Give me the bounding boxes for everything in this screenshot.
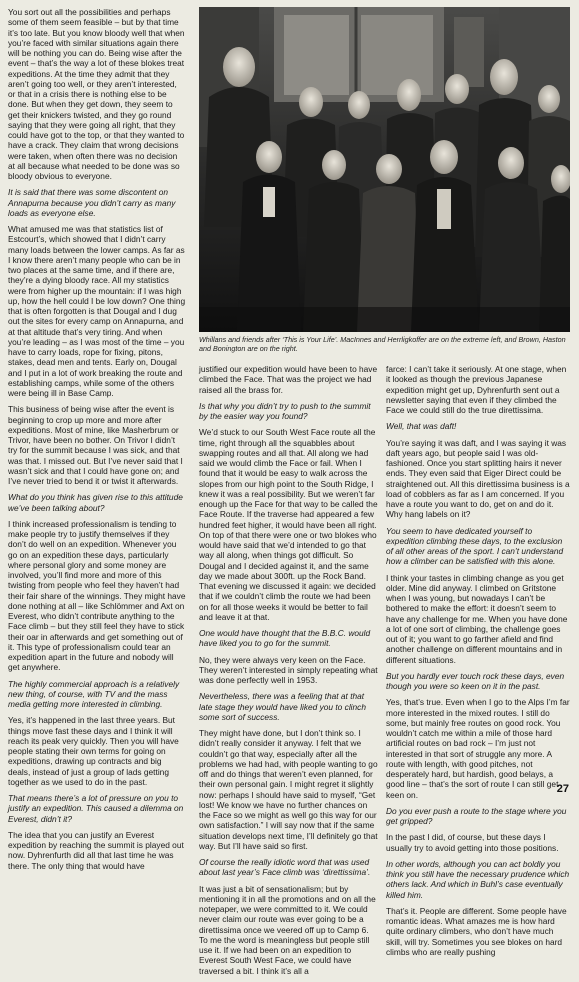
interview-answer: You’re saying it was daft, and I was saying it was daft years ago, but people said I was old-fashioned. Once you start splitting hairs it never ends. They even said that Eiger Direct could be straightened out. All this direttissima business is a load of cobblers as far as I am concerned. If you have a route you want to do, get on and do it. Why hang labels on it? [386,437,570,520]
middle-text-column [199,364,379,982]
interview-answer: That’s it. People are different. Some people have romantic ideas. What amazes me is how hard quite ordinary climbers, who don’t have much skill, will try. Sometimes you see blokes on hard climbs who are really pushing [386,905,567,957]
page-number: 27 [556,783,569,795]
interview-question: In other words, although you can act boldly you think you still have the necessary prudence which others lack. And which in Buhl’s case eventually killed him. [386,858,570,900]
interview-question: One would have thought that the B.B.C. would have liked you to go for the summit. [199,628,371,649]
interview-answer: farce: I can’t take it seriously. At one stage, when it looked as though the previous Japanese expedition might get up, Dyhrenfurth sent out a newsletter saying that even if they climbed the Face we could still do the true direttissima. [386,364,567,415]
interview-answer: No, they were always very keen on the Face. They weren’t interested in simply repeating what was done perfectly well in 1953. [199,654,378,685]
interview-answer: What amused me was that statistics list of Estcourt’s, which showed that I didn’t carry many loads between the lower camps. As far as I know there aren’t many people who can be in two places at the same time, and if there are, they’re a dying bloody race. All my statistics were from higher up the mountain: if I was high up, how the hell could I be low down? One thing that is often forgotten is that Dougal and I dug out the sites for every camp on Annapurna, and at that altitude that’s very tiring. And when you’re leading – as I was most of the time – you have to carry loads, rope for fixing, pitons, stakes, dead men and tents. Early on, Dougal and I put in a lot of work breaking the route and establishing camps, while some of the others were being ill in Base Camp. [8,224,186,398]
interview-answer: We’d stuck to our South West Face route all the time, right through all the squabbles about swapping routes and all that. All along we had said we would climb the Face or fail. When I found that it would be easy to walk across the slopes from our high point to the South Ridge, I knew it was a real possibility. But we weren’t far enough up the Face for that way to be called the Face Route. If the traverse had appeared a few hundred feet higher, it would have been all right. On top of that there were one or two blokes who would have said that we’d intended to go that way all along, when things got difficult. So Dougal and I decided against it, and the same day we made about 300ft. up the Rock Band. That evening we discussed it again: we decided that if we couldn’t climb the route we had been on for all those weeks it would be better to fail and leave it at that. [199,427,378,622]
interview-answer: It was just a bit of sensationalism; but by mentioning it in all the promotions and on all the notepaper, we were committed to it. We could never claim our route was ever going to be a direttissima once we veered off up to Camp 6. To me the word is meaningless but people still use it. If we had been on an expedition to Everest South West Face, we could have traversed a bit. I think it’s all a [199,883,376,976]
interview-question: Of course the really idiotic word that was used about last year’s Face climb was ‘direttissima’. [199,857,371,878]
interview-answer: You sort out all the possibilities and perhaps some of them seem feasible – but by that time it’s too late. But you know bloody well that when you’re faced with similar situations again there will be nothing you can do. Being wise after the event – that’s the way a lot of these blokes treat expeditions. At the time they admit that they aren’t going too well, or they aren’t interested, or that in a crisis there is nothing else to be done. But when they get down, they seem to get their knickers twisted, and they go round saying that they were going all right, that they could have got to the top, or that they wanted to have a crack. They claim that wrong decisions were taken, when often there was no decision at all because what needed to be done was so bloody obvious to everyone. [8,7,185,181]
interview-question: It is said that there was some discontent on Annapurna because you didn’t carry as many loads as everyone else. [8,187,176,218]
interview-answer: This business of being wise after the event is beginning to crop up more and more after expeditions. Most of mine, like Masherbrum or Trivor, have been no bother. On Trivor I didn’t try for the summit because I was sick, and that was that. I missed out. But I’ve never said that I wasn’t sick and that I could have gone on; and I’ve never tried to bend it or twist it afterwards. [8,404,183,486]
interview-question: The highly commercial approach is a relatively new thing, of course, with TV and the mass media getting more interested in climbing. [8,678,180,709]
interview-answer: I think increased professionalism is tending to make people try to justify themselves if they don’t do well on an expedition. Whenever you go on an expedition these days, particularly where personal glory and some money are involved, you’ll find more and more of this twisting from people who feel they haven’t had their fair share of the winnings. They might have done nothing at all – like Schlömmer and Axt on Everest, who didn’t contribute anything to the Face climb – but they still feel they have to stick their oar in afterwards and get something out of it. This type of professionalism could tear an expedition apart in the future and nobody will get anywhere. [8,518,186,673]
interview-answer: They might have done, but I don’t think so. I didn’t really consider it anyway. I felt that we couldn’t go that way, especially after all the problems we had had, with people wanting to go off and do things that weren’t even planned, for their own personal gain. I might regret it slightly now: perhaps I should have said to myself, “Get lost! We know we have no further chances on the Face so we might as well go this way for our own satisfaction.” I will say now that if the same situation develops next time, I’ll definitely go that way. But I’ll have said so first. [199,728,378,851]
interview-question: Nevertheless, there was a feeling that at that late stage they would have liked you to clinch some sort of success. [199,691,366,722]
interview-question: Do you ever push a route to the stage where you get gripped? [386,805,567,826]
interview-question: Well, that was daft! [386,421,457,432]
left-text-column [8,7,186,877]
photo-caption: Whillans and friends after ‘This is Your Life’. MacInnes and Herrligkoffer are on the extreme left, and Brown, Haston and Bonington are on the right. [199,335,566,353]
interview-question: That means there’s a lot of pressure on you to justify an expedition. This caused a dilemma on Everest, didn’t it? [8,793,184,824]
interview-question: But you hardly ever touch rock these days, even though you were so keen on it in the past. [386,670,565,691]
interview-question: What do you think has given rise to this attitude we’ve been talking about? [8,492,183,513]
interview-answer: In the past I did, of course, but these days I usually try to avoid getting into those positions. [386,832,559,853]
interview-answer: Yes, it’s happened in the last three years. But things move fast these days and I think it will reach its peak very quickly. Then you will have people stating their own terms for going on expeditions, drawing up contracts and big deals, instead of just a group of lads getting together as we used to do in the past. [8,715,179,787]
group-photograph [199,7,570,332]
interview-answer: Yes, that’s true. Even when I go to the Alps I’m far more interested in the mixed routes. I still do some, but mainly free routes on good rock. You wouldn’t catch me within a mile of those hard artificial routes on bad rock – I’m just not interested in that sort of struggle any more. A route with length, with good pitches, not desperately hard, but hardish, good belays, a good line – that’s the sort of route I can still get keen on. [386,697,570,800]
interview-question: You seem to have dedicated yourself to expedition climbing these days, to the exclusion of all other areas of the sport. I can’t understand how a climber can be satisfied with this alone. [386,525,564,567]
interview-question: Is that why you didn’t try to push to the summit by the easier way you found? [199,400,371,421]
interview-answer: The idea that you can justify an Everest expedition by reaching the summit is played out now. Dyhrenfurth did all that last time he was there. The only thing that would have [8,829,184,871]
interview-answer: justified our expedition would have been to have climbed the Face. That was the project we had raised all the brass for. [199,364,378,395]
interview-answer: I think your tastes in climbing change as you get older. Mine did anyway. I climbed on Gritstone when I was young, but nowadays I can’t be bothered to make the effort: it doesn’t seem to have any challenge for me. When you have done a lot of one sort of climbing, the challenge goes out of it; you want to go farther afield and find another challenge on different mountains and in different situations. [386,572,568,665]
right-text-column [386,364,570,963]
